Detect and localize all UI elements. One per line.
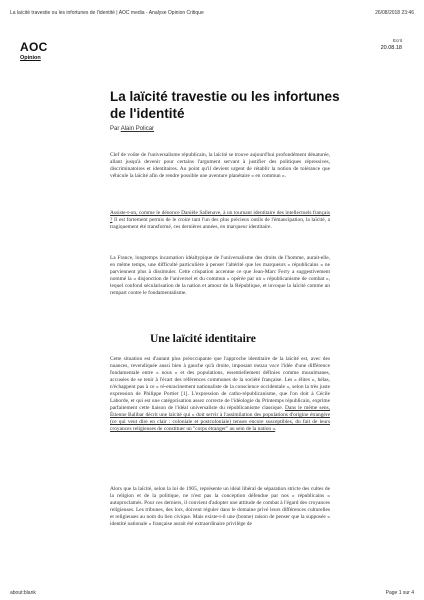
balibar-link[interactable]: Dans le même sens, Étienne Balibar décrit une laïcité qui « doit servir à l'assimilation des populations d'origine étrangère (ce qui veut dire en clair : coloniale et postcoloniale) tenues encore susceptibles, du fait de leurs croyances religieuses de constituer un "corps étranger" au sein de la nation »: [110, 405, 330, 432]
article-title: La laïcité travestie ou les infortunes de l'identité: [110, 89, 340, 121]
print-header-datetime: 26/08/2018 23:46: [375, 10, 414, 16]
paragraph-4: [110, 356, 330, 433]
paragraph-4-text-a: Cette situation est d'autant plus préoccupante que l'approche identitaire de la laïcité est, avec des nuances, revendiquée aussi bien à gauche qu'à droite, imposant: [110, 356, 330, 369]
section-heading: Une laïcité identitaire: [150, 333, 256, 345]
paragraph-2-text: Il est fortement permis de le croire tant l'un des plus précieux outils de l'émancipation, la laïcité, a tragiquement été transformé, ces dernières années, en marqueur identitaire.: [110, 217, 330, 230]
paragraph-4-emphasis: mezza voce: [253, 363, 280, 369]
aoc-logo[interactable]: AOC: [20, 40, 48, 54]
author-link[interactable]: Alain Policar: [120, 126, 155, 132]
paragraph-3: La France, longtemps incarnation idéaltypique de l'universalisme des droits de l'homme, aurait-elle, en même temps, une difficulté particulière à penser l'altérité que les marqueurs « républicains » ne parviennent plus à dissimuler. Cette crispation accentue ce que Jean-Marc Ferry a suggestivement nommé la « disjonction de l'universel et du commun » opérée par un « républicanisme de combat », lequel confond sécularisation de la nation et amour de la République, et invoque la laïcité comme un rempart contre le fondamentalisme.: [110, 255, 330, 296]
byline: [110, 126, 154, 132]
paragraph-5: Alors que la laïcité, selon la loi de 1905, représente un idéal libéral de séparation stricte des cultes de la religion et de la politique, ne n'est pas la conception défendue par nos « républicains » autoproclamés. Pour ces derniers, il convient d'adopter une attitude de combat à l'égard des croyances religieuses. Les tribunes, des lors, doivent réguler dans le domaine privé leurs différences culturelles et religieuses au nom du lien civique. Mais existe-t-il une (bonne) raison de penser que la supposée « identité nationale » française aurait été extraordinaire privilège de: [110, 486, 330, 527]
paragraph-intro: Clef de voûte de l'universalisme républicain, la laïcité se trouve aujourd'hui profondément dénaturée, allant jusqu'à devenir pour certains l'argument servant à justifier des politiques répressives, discriminatoires et identitaires. Au point qu'il devient urgent de rétablir la notion de tolérance que véhicule la laïcité afin de rendre possible une aventure planétaire « en commun ».: [110, 152, 330, 179]
issue-date: 20.08.18: [380, 45, 402, 51]
section-link-opinion[interactable]: Opinion: [20, 55, 41, 61]
paragraph-2: [110, 210, 330, 231]
paragraph-4-text-c: .: [275, 426, 277, 432]
print-header-title: La laïcité travestie ou les infortunes de l'identité | AOC media - Analyse Opinion Critique: [10, 10, 204, 16]
issue-label: Ecrit: [393, 38, 402, 43]
paragraph-4-text-b: l'idée d'une différence fondamentale entre « nous » et des populations, essentiellement définies comme musulmanes, accusées de se tenir à l'écart des références communes de la société française. Les « élites », hélas, n'échappent pas à ce « ré-enracinement nationaliste de la conscience occidentale », selon la très juste expression de Philippe Portier [1]. L'expression de catho-républicanisme, que l'on doit à Cécile Laborde, et qui est une catégorisation assez correcte de l'idéologie du Printemps républicain, exprime parfaitement cette liaison de l'idéal universaliste du républicanisme classique.: [110, 363, 331, 411]
print-footer-url: about:blank: [10, 590, 36, 596]
print-footer-page: Page 1 sur 4: [385, 590, 414, 596]
byline-prefix: Par: [110, 126, 120, 132]
sallenave-link[interactable]: Assiste-t-on, comme le dénonce Danièle Sallenave, à un tournant identitaire des intellectuels français ?: [110, 210, 330, 223]
